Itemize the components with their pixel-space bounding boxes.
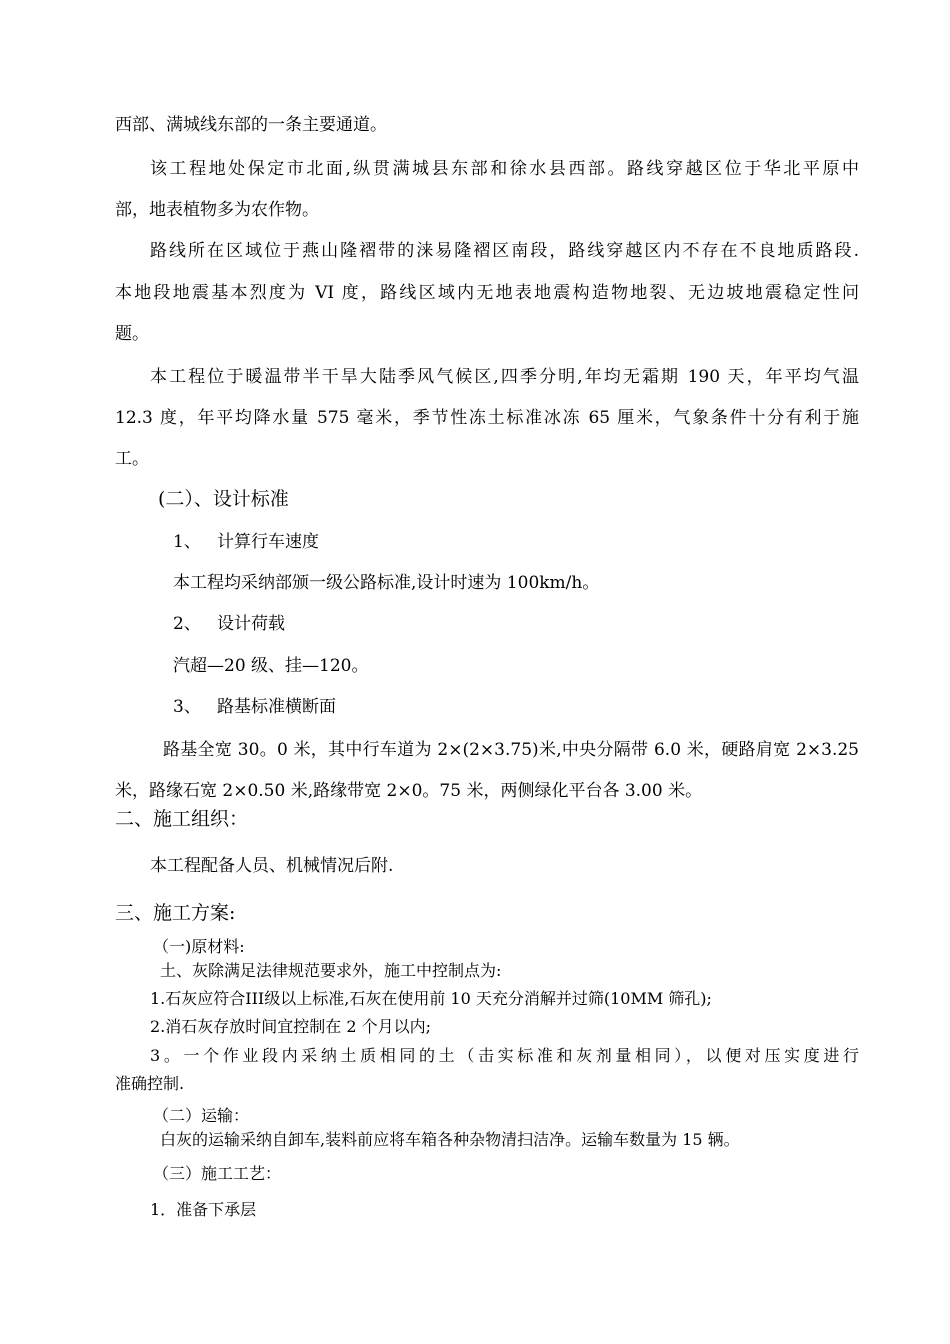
process-heading: （三）施工工艺： (153, 1164, 282, 1183)
section-2-text: 本工程配备人员、机械情况后附. (150, 856, 394, 876)
materials-item-3-line-2: 准确控制. (115, 1074, 185, 1093)
design-item-3-line-1: 路基全宽 30。0 米，其中行车道为 2×(2×3.75)米,中央分隔带 6.0 米，硬路肩宽 2×3.25 (163, 740, 859, 760)
design-item-1-text: 本工程均采纳部颁一级公路标准,设计时速为 100km/h。 (173, 573, 600, 593)
design-item-2-text: 汽超—20 级、挂—120。 (173, 656, 369, 676)
paragraph-3-line-3: 题。 (115, 324, 149, 344)
paragraph-3-line-2: 本地段地震基本烈度为 VI 度，路线区域内无地表地震构造物地裂、无边坡地震稳定性问 (115, 283, 859, 303)
paragraph-3-line-1: 路线所在区域位于燕山隆褶带的涞易隆褶区南段，路线穿越区内不存在不良地质路段. (150, 241, 859, 261)
design-item-1-title: 1、 计算行车速度 (173, 532, 320, 552)
section-3-heading: 三、施工方案: (115, 902, 236, 924)
design-item-3-line-2: 米，路缘石宽 2×0.50 米,路缘带宽 2×0。75 米，两侧绿化平台各 3.00 米。 (115, 781, 703, 801)
paragraph-4-line-2: 12.3 度，年平均降水量 575 毫米，季节性冻土标准冰冻 65 厘米，气象条件十分有利于施 (115, 408, 859, 428)
materials-intro: 土、灰除满足法律规范要求外，施工中控制点为: (160, 961, 502, 980)
materials-item-1: 1.石灰应符合III级以上标准,石灰在使用前 10 天充分消解并过筛(10MM 筛孔); (150, 989, 712, 1008)
paragraph-4-line-1: 本工程位于暖温带半干旱大陆季风气候区,四季分明,年均无霜期 190 天，年平均气温 (150, 367, 859, 387)
design-item-3-title: 3、 路基标准横断面 (173, 697, 337, 717)
materials-heading: （一)原材料: (153, 937, 245, 956)
transport-heading: （二）运输： (153, 1106, 250, 1125)
process-item-1: 1．准备下承层 (150, 1200, 257, 1219)
materials-item-2: 2.消石灰存放时间宜控制在 2 个月以内; (150, 1017, 432, 1036)
materials-item-3-line-1: 3。一个作业段内采纳土质相同的土（击实标准和灰剂量相同），以便对压实度进行 (150, 1046, 859, 1065)
paragraph-1-line-1: 西部、满城线东部的一条主要通道。 (115, 115, 387, 135)
paragraph-2-line-1: 该工程地处保定市北面,纵贯满城县东部和徐水县西部。路线穿越区位于华北平原中 (150, 159, 859, 179)
design-standard-heading: (二）、设计标准 (158, 488, 289, 510)
paragraph-2-line-2: 部，地表植物多为农作物。 (115, 200, 319, 220)
transport-text: 白灰的运输采纳自卸车,装料前应将车箱各种杂物清扫洁净。运输车数量为 15 辆。 (160, 1130, 740, 1149)
section-2-heading: 二、施工组织： (115, 808, 249, 830)
design-item-2-title: 2、 设计荷载 (173, 614, 286, 634)
paragraph-4-line-3: 工。 (115, 449, 149, 469)
